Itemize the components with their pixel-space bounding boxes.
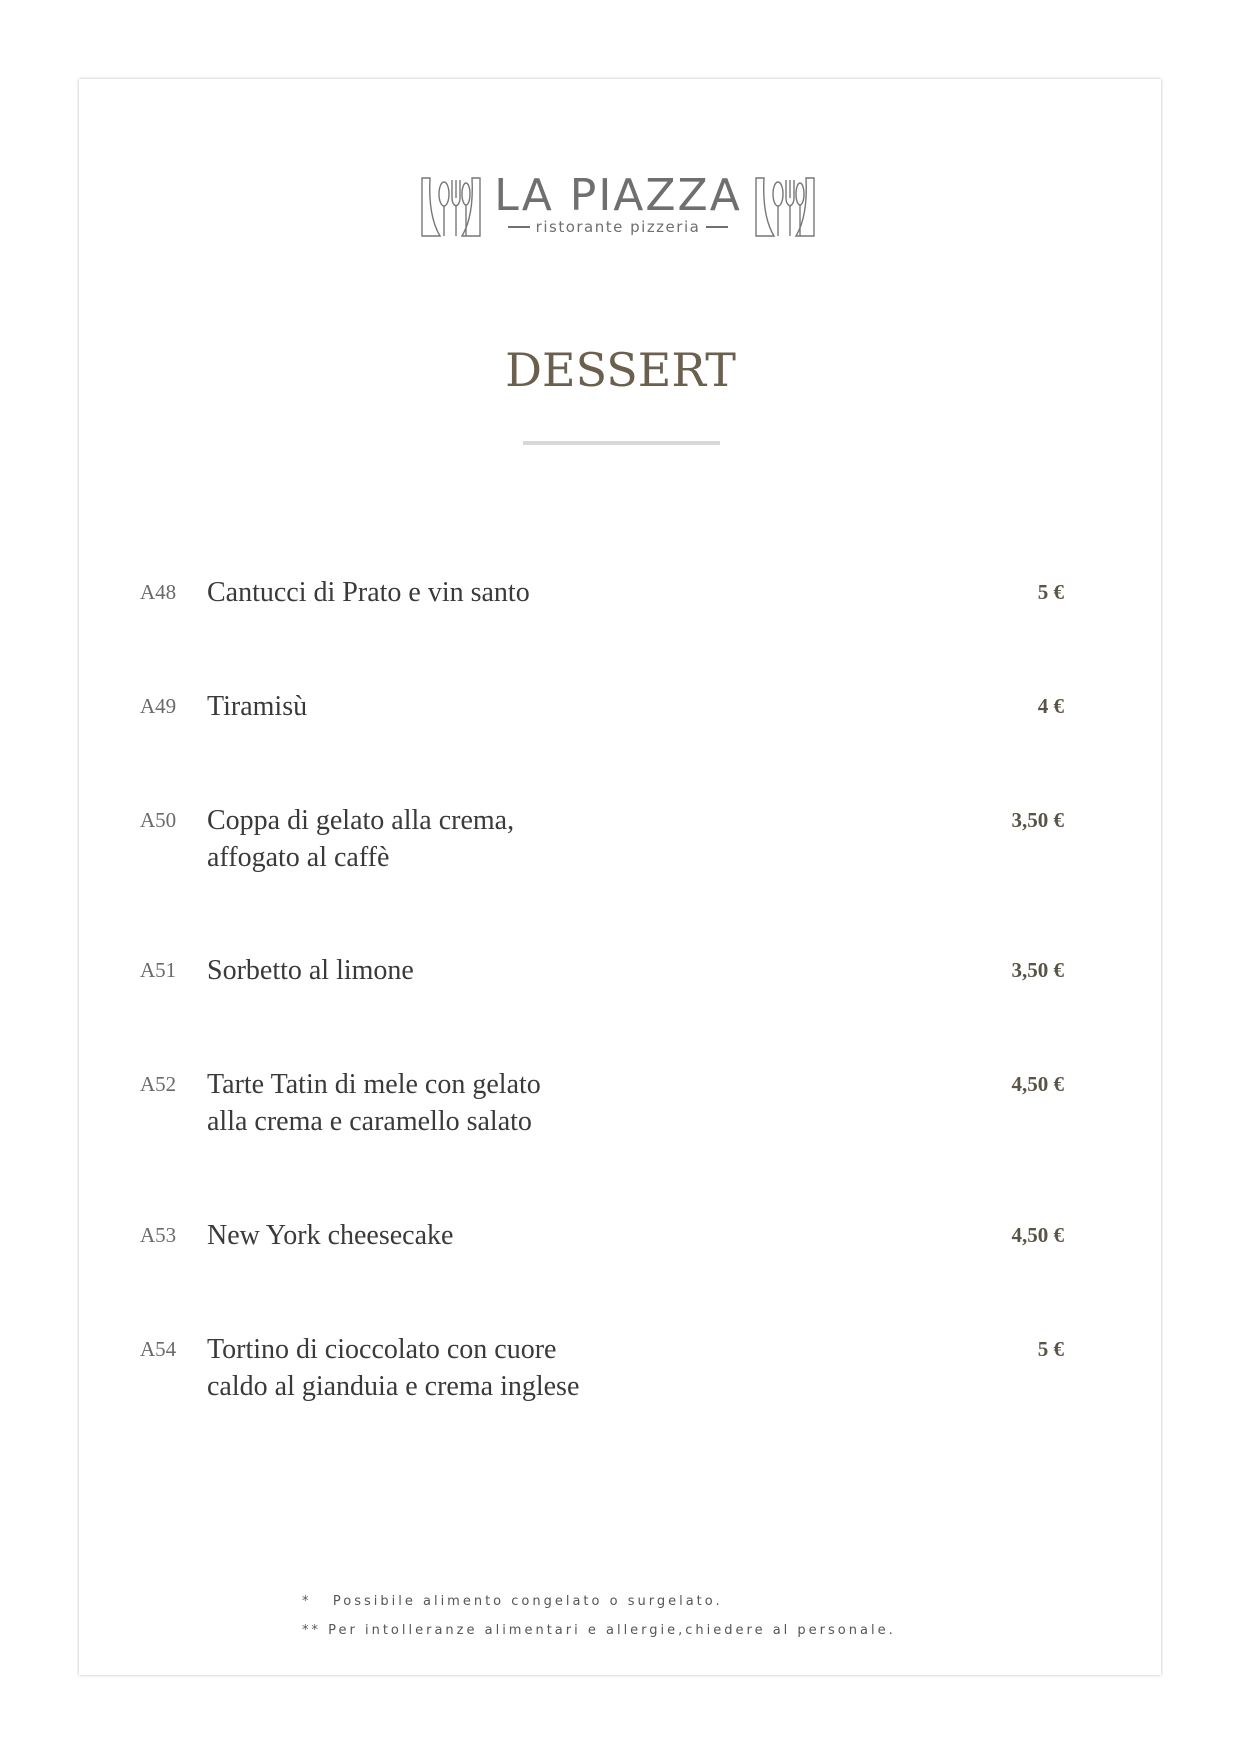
dash-right [706,226,728,228]
item-name: Cantucci di Prato e vin santo [207,577,530,608]
brand-name: LA PIAZZA [494,170,742,221]
item-code: A48 [140,580,177,604]
item-name: Tiramisù [207,691,308,722]
item-price: 4,50 € [1011,1072,1064,1096]
item-price: 3,50 € [1011,958,1064,982]
item-code: A53 [140,1223,177,1247]
item-name: Tortino di cioccolato con cuore caldo al gianduia e crema inglese [207,1334,580,1402]
dash-left [508,226,530,228]
heading-divider [523,441,720,445]
brand-tagline-row [484,218,752,236]
footnote-frozen: * Possibile alimento congelato o surgelato. [302,1594,723,1609]
item-price: 4 € [1037,694,1064,718]
item-code: A50 [140,808,177,832]
item-code: A54 [140,1337,177,1361]
item-name: New York cheesecake [207,1220,454,1251]
section-heading: DESSERT [505,343,736,397]
item-code: A49 [140,694,177,718]
footnote-allergies: ** Per intolleranze alimentari e allergie,chiedere al personale. [302,1623,896,1638]
item-code: A51 [140,958,177,982]
footnotes [302,1587,896,1645]
item-price: 3,50 € [1011,808,1064,832]
cutlery-icon [754,176,816,238]
menu-card [79,79,1161,1675]
brand-tagline: ristorante pizzeria [535,218,701,236]
item-name: Sorbetto al limone [207,955,414,986]
item-code: A52 [140,1072,177,1096]
item-name: Tarte Tatin di mele con gelato alla crema e caramello salato [207,1069,541,1137]
item-price: 5 € [1037,1337,1064,1361]
item-price: 5 € [1037,580,1064,604]
item-price: 4,50 € [1011,1223,1064,1247]
item-name: Coppa di gelato alla crema, affogato al caffè [207,805,515,873]
restaurant-logo [420,170,816,238]
cutlery-icon [420,176,482,238]
